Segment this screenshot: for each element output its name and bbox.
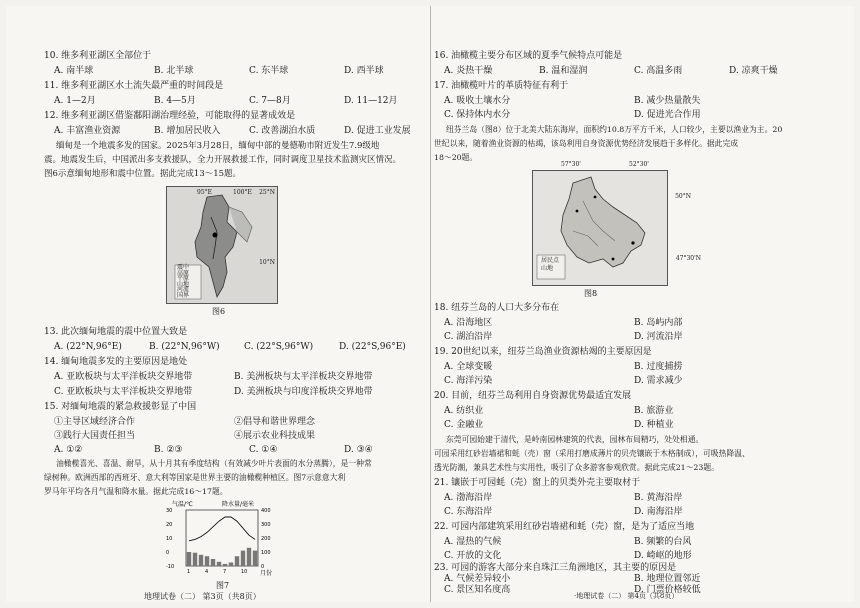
fig7-y-right-label: 降水量/毫米 (222, 501, 255, 508)
q11-opt-d: D. 11—12月 (344, 96, 398, 106)
precip-bar-8 (229, 563, 233, 567)
precip-bar-1 (187, 552, 191, 566)
q23-opt-c: C. 景区知名度高 (444, 585, 511, 595)
q15-opt-b: B. ②③ (154, 445, 183, 455)
intro13-line1: 缅甸是一个地震多发的国家。2025年3月28日，缅甸中部的曼德勒市附近发生7.9级地 (56, 141, 380, 151)
q14-opt-a: A. 亚欧板块与太平洋板块交界地带 (54, 372, 193, 382)
q16-opt-d: D. 凉爽干燥 (729, 66, 778, 76)
q21-opt-c: C. 东海沿岸 (444, 507, 493, 517)
q19-opt-a: A. 全球变暖 (444, 362, 493, 372)
legend-settlement: 居民点 (541, 257, 560, 264)
fig7-x-label: 月份 (260, 570, 273, 577)
q10-opt-b: B. 北半球 (154, 66, 194, 76)
q10-opt-c: C. 东半球 (249, 66, 289, 76)
q10-stem: 10. 维多利亚湖区全部位于 (44, 51, 152, 61)
q13-stem: 13. 此次缅甸地震的震中位置大致是 (44, 327, 188, 337)
q14-stem: 14. 缅甸地震多发的主要原因是地处 (44, 357, 188, 367)
q21-opt-a: A. 渤海沿岸 (444, 493, 493, 503)
fig7-y-left-label: 气温/℃ (172, 501, 193, 508)
legend-mountain: 山地 (541, 265, 554, 272)
q20-opt-d: D. 种植业 (634, 420, 674, 430)
q15-item-1: ①主导区域经济合作 (54, 417, 136, 427)
precip-bar-11 (247, 548, 251, 566)
q20-stem: 20. 目前，纽芬兰岛利用自身资源优势最适宜发展 (434, 391, 632, 401)
exam-paper (6, 6, 854, 602)
fig7-x-tick: 1 (187, 569, 191, 575)
q12-opt-a: A. 丰富渔业资源 (54, 126, 121, 136)
figure-6-myanmar-map (166, 186, 278, 304)
q12-opt-c: C. 改善湖泊水质 (249, 126, 316, 136)
fig6-caption: 图6 (212, 307, 226, 316)
fig8-lat-top: 50°N (675, 193, 691, 200)
q23-opt-d: D. 门票价格较低 (634, 585, 701, 595)
fig8-lon-right: 52°30' (629, 161, 649, 168)
q13-opt-b: B. (22°N,96°W) (149, 342, 220, 352)
q11-stem: 11. 维多利亚湖区水土流失最严重的时间段是 (44, 81, 224, 91)
fig7-y-right-tick: 200 (261, 536, 271, 542)
q14-opt-d: D. 美洲板块与印度洋板块交界地带 (234, 387, 373, 397)
q13-opt-c: C. (22°S,96°W) (244, 342, 314, 352)
q22-stem: 22. 可园内部建筑采用红砂岩墙裙和蚝（壳）窗，是为了适应当地 (434, 522, 695, 532)
q12-opt-b: B. 增加居民收入 (154, 126, 221, 136)
intro18-line2: 世纪以来，随着渔业资源的枯竭，该岛利用自身资源优势经济发展趋于多样化。据此完成 (434, 139, 739, 148)
q19-stem: 19. 20世纪以来，纽芬兰岛渔业资源枯竭的主要原因是 (434, 347, 652, 357)
temperature-line (189, 517, 255, 541)
figure-7-climate-chart (162, 498, 292, 578)
q13-opt-a: A. (22°N,96°E) (54, 342, 122, 352)
q17-opt-a: A. 吸收土壤水分 (444, 96, 511, 106)
precip-bar-2 (193, 553, 197, 566)
intro16-line1: 油橄榄喜光、喜温、耐旱，从十月其有季度结构（有效减少叶片表面的水分蒸腾），是一种常 (56, 459, 372, 468)
q19-opt-c: C. 海洋污染 (444, 376, 493, 386)
intro21-line2: 可园采用红砂岩墙裙和蚝（壳）窗（采用打磨成薄片的贝壳镶嵌于木格制成），可吸热降温、 (434, 449, 750, 458)
q18-opt-b: B. 岛屿内部 (634, 318, 683, 328)
q22-opt-b: B. 频繁的台风 (634, 537, 692, 547)
fig7-y-right-tick: 100 (261, 550, 271, 556)
fig7-y-left-tick: 0 (166, 550, 170, 556)
q23-opt-a: A. 气候差异较小 (444, 574, 511, 584)
q15-stem: 15. 对缅甸地震的紧急救援彰显了中国 (44, 402, 197, 412)
fig8-lon-left: 57°30' (561, 161, 581, 168)
q10-opt-d: D. 西半球 (344, 66, 384, 76)
intro18-line3: 18～20题。 (434, 153, 478, 162)
q15-opt-c: C. ①④ (249, 445, 278, 455)
intro13-line3: 图6示意缅甸地形和震中位置。据此完成13～15题。 (44, 169, 242, 179)
page-fold (430, 6, 431, 602)
fig7-y-right-tick: 300 (261, 522, 271, 528)
intro16-line3: 罗马年平均各月气温和降水量。据此完成16～17题。 (44, 487, 228, 496)
fig6-lon-e: 100°E (233, 189, 252, 196)
q19-opt-b: B. 过度捕捞 (634, 362, 683, 372)
q11-opt-a: A. 1—2月 (54, 96, 96, 106)
fig8-lat-bottom: 47°30'N (675, 255, 701, 262)
q19-opt-d: D. 需求减少 (634, 376, 683, 386)
q21-opt-b: B. 黄海沿岸 (634, 493, 683, 503)
fig7-x-tick: 7 (223, 569, 227, 575)
intro16-line2: 绿树种。欧洲西部的西班牙、意大利等国家是世界主要的油橄榄种植区。图7示意意大利 (44, 473, 346, 482)
q15-opt-a: A. ①② (54, 445, 83, 455)
fig7-y-right-tick: 0 (261, 564, 265, 570)
fig7-y-left-tick: -10 (166, 564, 175, 570)
fig7-x-tick: 4 (205, 569, 209, 575)
q15-item-4: ④展示农业科技成果 (234, 431, 316, 441)
legend-border: 国界 (177, 291, 190, 299)
q22-opt-d: D. 崎岖的地形 (634, 551, 692, 561)
q20-opt-c: C. 金融业 (444, 420, 484, 430)
q14-opt-c: C. 亚欧板块与太平洋板块交界地带 (54, 387, 193, 397)
fig6-legend (177, 265, 189, 298)
fig7-y-left-tick: 20 (166, 522, 173, 528)
figure-8-newfoundland-map (532, 161, 701, 286)
q23-opt-b: B. 地理位置邻近 (634, 574, 701, 584)
fig8-legend (541, 257, 559, 273)
precip-bar-6 (217, 562, 221, 566)
q22-opt-c: C. 开放的文化 (444, 551, 502, 561)
precip-bar-4 (205, 556, 209, 566)
q17-opt-c: C. 保持体内水分 (444, 110, 511, 120)
q15-item-2: ②倡导和谐世界理念 (234, 417, 316, 427)
legend-epicenter: 震中 (177, 264, 190, 271)
precip-bar-3 (199, 555, 203, 566)
precip-bar-9 (235, 556, 239, 566)
legend-river: 河流 (177, 286, 190, 293)
left-footer: 地理试卷（二） 第3页（共8页） (144, 592, 261, 601)
right-footer: ·地理试卷（二） 第4页（共8页） (574, 592, 679, 600)
q13-opt-d: D. (22°S,96°E) (339, 342, 406, 352)
q10-opt-a: A. 南半球 (54, 66, 94, 76)
q17-opt-d: D. 促进光合作用 (634, 110, 701, 120)
q21-opt-d: D. 南海沿岸 (634, 507, 683, 517)
q16-opt-c: C. 高温多雨 (634, 66, 683, 76)
fig8-caption: 图8 (584, 289, 598, 298)
q12-stem: 12. 维多利亚湖区借鉴鄱阳湖治理经验，可能取得的显著成效是 (44, 111, 296, 121)
q21-stem: 21. 镶嵌于可园蚝（壳）窗上的贝类外壳主要取材于 (434, 478, 641, 488)
q18-opt-a: A. 沿海地区 (444, 318, 493, 328)
q16-opt-a: A. 炎热干燥 (444, 66, 493, 76)
fig7-y-left-tick: 10 (166, 536, 173, 542)
q17-stem: 17. 油橄榄叶片的革质特征有利于 (434, 81, 569, 91)
q15-item-3: ③践行大国责任担当 (54, 431, 136, 441)
q16-stem: 16. 油橄榄主要分布区域的夏季气候特点可能是 (434, 51, 623, 61)
intro21-line1: 东莞可园始建于清代，是岭南园林建筑的代表，园林布局精巧，处处相通。 (446, 435, 704, 444)
q18-opt-c: C. 湖泊沿岸 (444, 332, 493, 342)
q20-opt-a: A. 纺织业 (444, 406, 484, 416)
q15-opt-d: D. ③④ (344, 445, 373, 455)
q11-opt-b: B. 4—5月 (154, 96, 196, 106)
intro21-line3: 透光防潮，兼具艺术性与实用性，吸引了众多游客参观欣赏。据此完成21～23题。 (434, 463, 719, 472)
legend-plateau: 高原 (177, 269, 190, 277)
precip-bar-7 (223, 564, 227, 566)
q14-opt-b: B. 美洲板块与太平洋板块交界地带 (234, 372, 373, 382)
legend-plain: 平原 (177, 275, 190, 282)
q18-stem: 18. 纽芬兰岛的人口大多分布在 (434, 303, 560, 313)
precip-bar-12 (253, 551, 257, 566)
fig7-y-left-tick: 30 (166, 508, 173, 514)
precip-bar-5 (211, 559, 215, 566)
q12-opt-d: D. 促进工业发展 (344, 126, 411, 136)
fig7-caption: 图7 (216, 581, 230, 590)
q22-opt-a: A. 湿热的气候 (444, 537, 502, 547)
precip-bar-10 (241, 551, 245, 566)
q18-opt-d: D. 河流沿岸 (634, 332, 683, 342)
fig6-lat-s: 10°N (259, 259, 275, 266)
fig6-lon-w: 95°E (197, 189, 213, 196)
intro18-line1: 纽芬兰岛（图8）位于北美大陆东海岸，面积约10.8万平方千米，人口较少，主要以渔业为主。20 (446, 125, 783, 134)
q17-opt-b: B. 减少热量散失 (634, 96, 701, 106)
epicenter-marker (213, 233, 218, 238)
fig7-y-right-tick: 400 (261, 508, 271, 514)
fig6-lat-n: 25°N (259, 189, 275, 196)
fig7-x-tick: 10 (241, 569, 248, 575)
q11-opt-c: C. 7—8月 (249, 96, 291, 106)
q23-stem: 23. 可园的游客大部分来自珠江三角洲地区，其主要的原因是 (434, 563, 677, 573)
intro13-line2: 震。地震发生后，中国派出多支救援队，全力开展救援工作，同时调度卫星技术监测灾区情况。 (44, 155, 402, 165)
q20-opt-b: B. 旅游业 (634, 406, 674, 416)
legend-mountain: 山地 (177, 280, 190, 288)
q16-opt-b: B. 温和湿润 (539, 66, 588, 76)
